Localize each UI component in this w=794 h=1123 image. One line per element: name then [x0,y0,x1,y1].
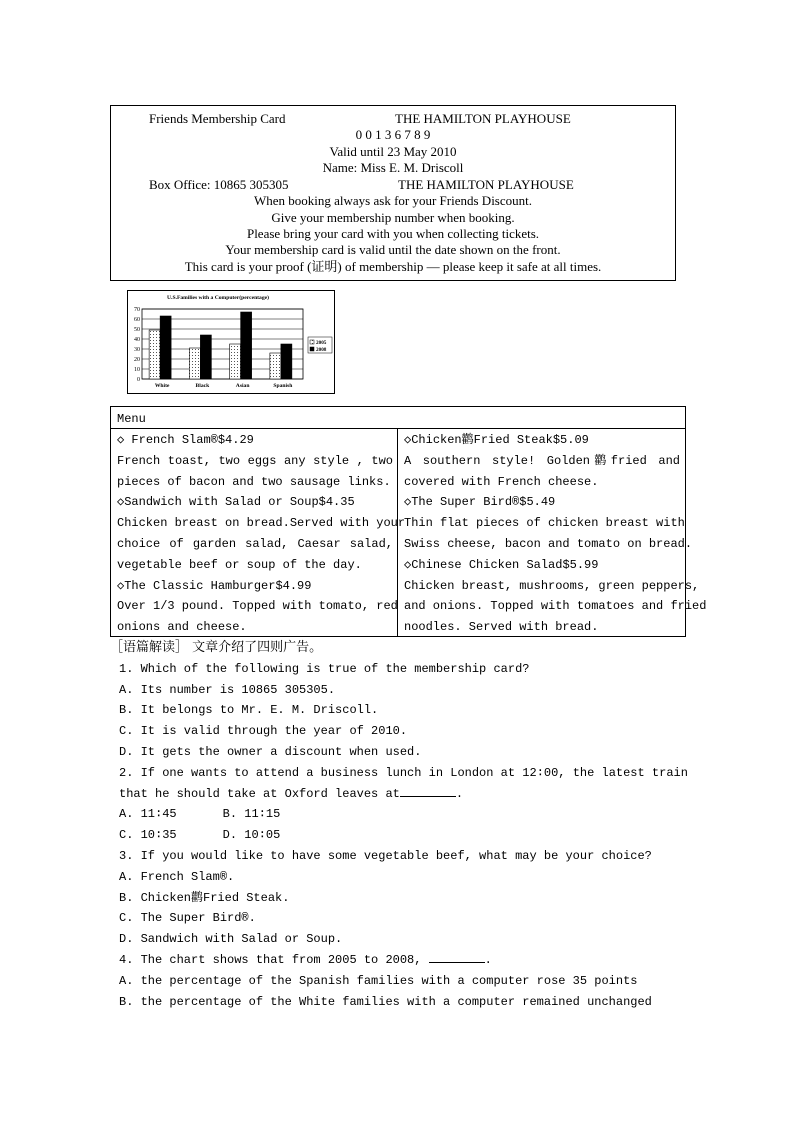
x-tick-label: Asian [235,383,250,389]
bar-spanish-2005 [270,353,281,379]
chart-svg [128,291,334,393]
card-number: 0 0 1 3 6 7 8 9 [355,127,431,142]
card-valid-date: Valid until 23 May 2010 [329,144,457,159]
y-tick-label: 60 [134,317,140,323]
question-2-text: that he should take at Oxford leaves at [119,786,400,801]
bar-spanish-2008 [281,344,292,379]
option-1c: C. It is valid through the year of 2010. [119,724,408,739]
card-box-office: Box Office: 10865 305305 [149,177,289,192]
card-rule-4: Your membership card is valid until the date shown on the front. [225,242,561,257]
option-3a: A. French Slam®. [119,869,235,884]
menu-right-column [404,430,707,638]
option-1a: A. Its number is 10865 305305. [119,682,336,697]
y-tick-label: 0 [137,377,140,383]
card-rule-2: Give your membership number when booking. [271,210,515,225]
bar-asian-2008 [241,312,252,379]
menu-item-description: vegetable beef or soup of the day. [117,557,362,572]
y-tick-label: 10 [134,367,140,373]
menu-item-description: Thin flat pieces of chicken breast with [404,516,685,531]
menu-item-description: Chicken breast, mushrooms, green peppers, [404,578,700,593]
question-2-continued: that he should take at Oxford leaves at . [119,784,679,805]
legend-swatch-2005 [310,340,314,344]
y-tick-label: 40 [134,337,140,343]
legend-swatch-2008 [310,347,314,351]
y-tick-label: 20 [134,357,140,363]
card-rule-5: This card is your proof (证明) of membership — please keep it safe at all times. [184,259,602,274]
option-2b: B. 11∶15 [222,807,281,822]
option-3c: C. The Super Bird®. [119,911,256,926]
answer-blank [400,784,456,797]
menu-table [110,406,707,637]
option-3b: B. Chicken鹳Fried Steak. [119,890,290,905]
question-2: 2. If one wants to attend a business lunch in London at 12∶00, the latest train [119,765,688,780]
card-friends-label: Friends Membership Card [149,111,286,126]
option-1d: D. It gets the owner a discount when used. [119,744,422,759]
x-tick-label: White [154,383,170,389]
menu-header-divider [111,428,685,429]
question-1: 1. Which of the following is true of the membership card? [119,661,530,676]
y-tick-label: 50 [134,327,140,333]
menu-item-description: Chicken breast on bread.Served with your [117,516,406,531]
bar-white-2008 [160,316,171,379]
legend-label: 2005 [316,340,327,346]
menu-item-fried-steak: ◇Chicken鹳Fried Steak$5.09 [404,433,589,447]
menu-item-chinese-salad: ◇Chinese Chicken Salad$5.99 [404,557,599,572]
questions-section [110,638,688,1012]
option-2a: A. 11∶45 [119,807,177,822]
bar-black-2008 [200,335,211,379]
menu-left-column [117,430,406,638]
card-rule-1: When booking always ask for your Friends Discount. [253,193,532,208]
option-1b: B. It belongs to Mr. E. M. Driscoll. [119,703,379,718]
question-3: 3. If you would like to have some vegetable beef, what may be your choice? [119,848,652,863]
question-4-line: 4. The chart shows that from 2005 to 2008, . [119,950,679,971]
menu-item-super-bird: ◇The Super Bird®$5.49 [404,495,556,510]
menu-item-description: covered with French cheese. [404,474,599,489]
bar-black-2005 [189,348,200,379]
question-4: 4. The chart shows that from 2005 to 2008, [119,952,422,967]
card-theatre-name-back: THE HAMILTON PLAYHOUSE [398,177,574,192]
menu-item-hamburger: ◇The Classic Hamburger$4.99 [117,578,312,593]
menu-item-description: A southern style! Golden鹳fried and [404,453,680,468]
computer-families-chart [127,290,335,394]
bar-asian-2005 [230,344,241,379]
option-2c: C. 10∶35 [119,828,177,843]
options-2-row-2 [119,825,679,846]
card-holder-name: Name: Miss E. M. Driscoll [322,160,464,175]
option-4a: A. the percentage of the Spanish families with a computer rose 35 points [119,973,638,988]
bar-white-2005 [149,330,160,379]
menu-item-sandwich: ◇Sandwich with Salad or Soup$4.35 [117,495,355,510]
menu-title: Menu [117,412,146,426]
menu-item-description: Over 1/3 pound. Topped with tomato, red [117,599,398,614]
menu-item-description: choice of garden salad, Caesar salad, [117,536,393,551]
y-tick-label: 70 [134,307,140,313]
menu-item-description: Swiss cheese, bacon and tomato on bread. [404,536,693,551]
answer-blank [429,950,485,963]
menu-item-description: onions and cheese. [117,620,247,635]
menu-item-french-slam: ◇ French Slam®$4.29 [117,433,254,447]
x-tick-label: Spanish [273,383,293,389]
card-rule-3: Please bring your card with you when collecting tickets. [246,226,540,241]
y-tick-label: 30 [134,347,140,353]
legend-label: 2008 [316,347,327,353]
options-2-row-1 [119,804,679,825]
menu-item-description: and onions. Topped with tomatoes and fried [404,599,707,614]
card-theatre-name: THE HAMILTON PLAYHOUSE [395,111,571,126]
chart-title: U.S.Families with a Computer(percentage) [167,295,269,301]
passage-summary: ［语篇解读］ 文章介绍了四则广告。 [110,640,323,655]
option-3d: D. Sandwich with Salad or Soup. [119,932,343,947]
menu-item-description: French toast, two eggs any style , two [117,453,393,468]
x-tick-label: Black [195,383,210,389]
option-2d: D. 10∶05 [222,828,281,843]
option-4b: B. the percentage of the White families with a computer remained unchanged [119,994,652,1009]
membership-card [110,105,676,281]
menu-item-description: noodles. Served with bread. [404,620,599,635]
menu-item-description: pieces of bacon and two sausage links. [117,474,391,489]
